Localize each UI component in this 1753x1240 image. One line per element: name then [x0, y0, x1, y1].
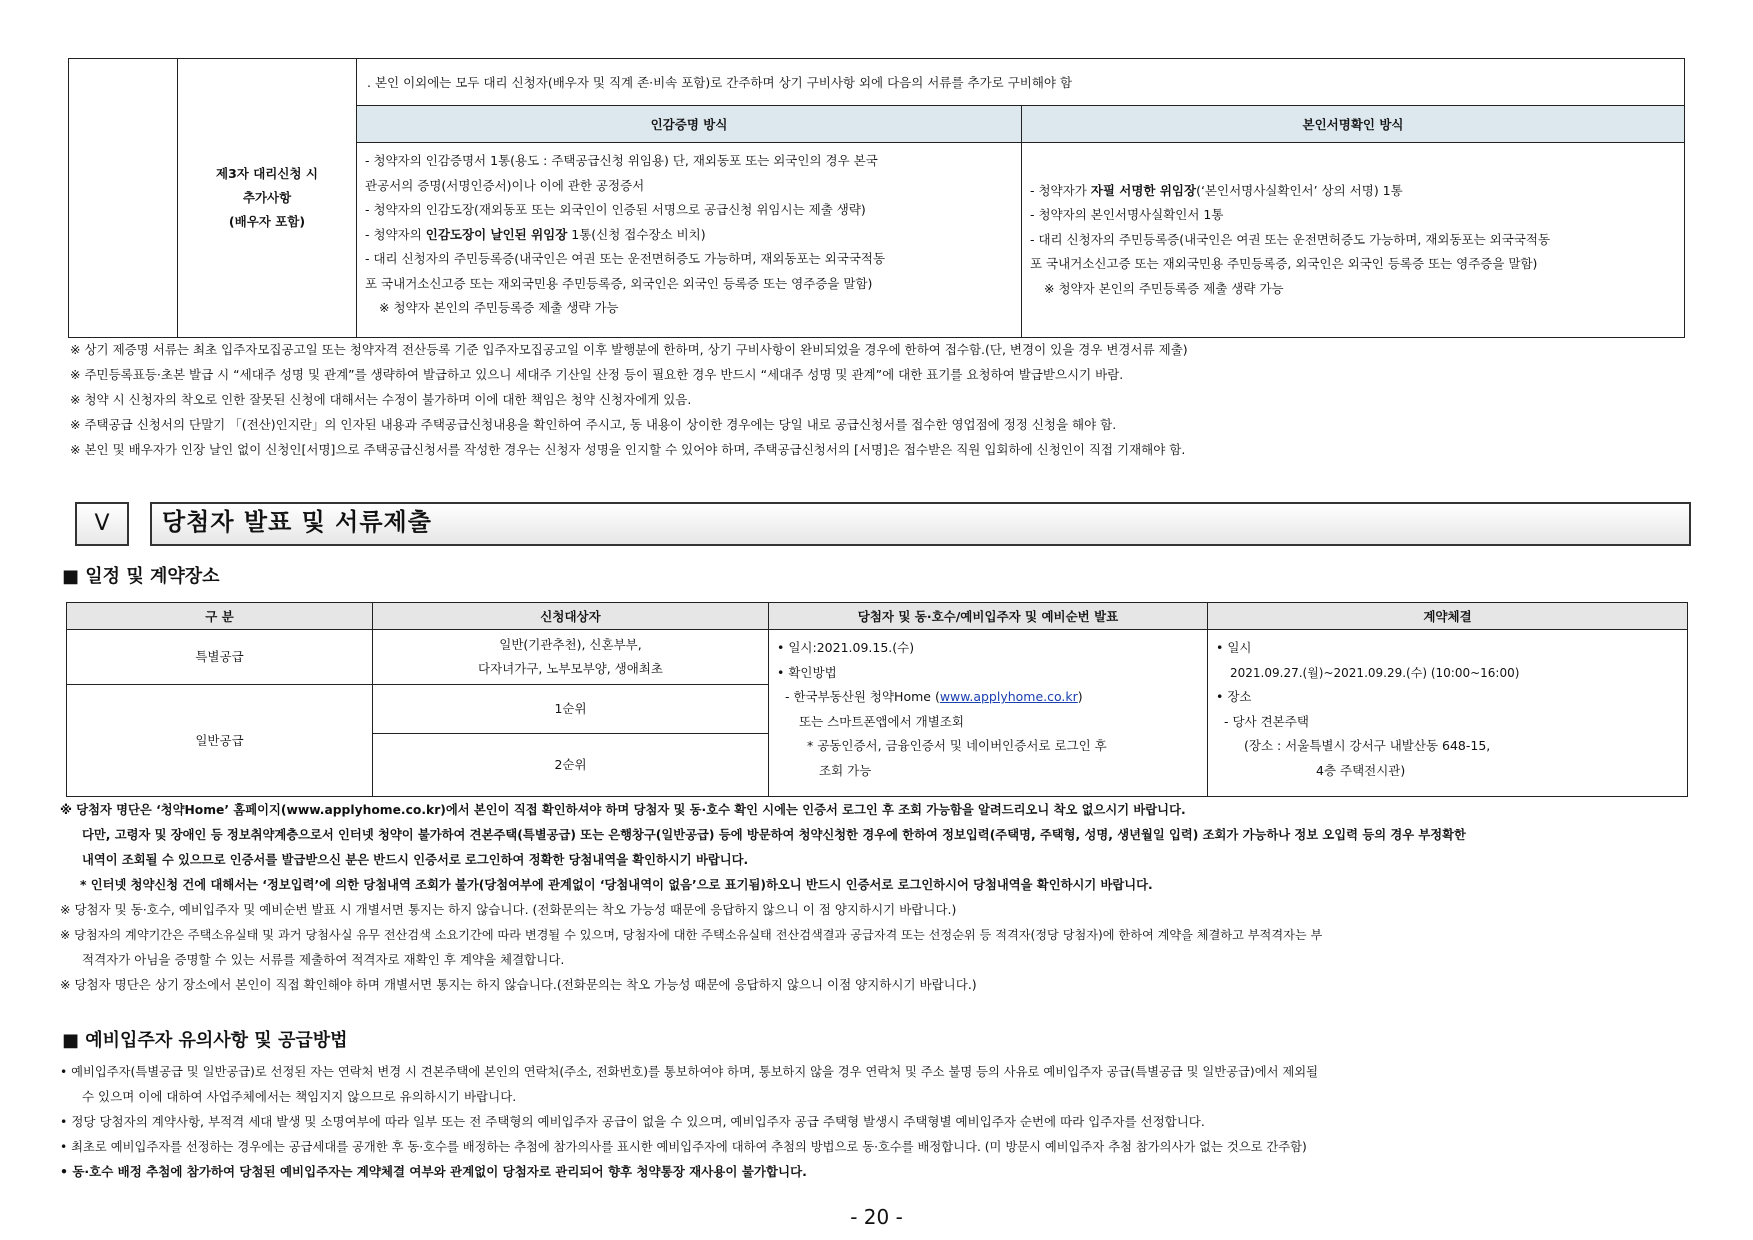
intro-text: . 본인 이외에는 모두 대리 신청자(배우자 및 직계 존·비속 포함)로 간주하며 상기 구비사항 외에 다음의 서류를 추가로 구비해야 함: [357, 59, 1685, 106]
note-line: ※ 당첨자의 계약기간은 주택소유실태 및 과거 당첨사실 유무 전산검색 소요기간에 따라 변경될 수 있으며, 당첨자에 대한 주택소유실태 전산검색결과 공급자격 또는 선정순위 등 적격자(정당 당첨자)에 한하여 계약을 체결하고 부적격자는 부: [60, 928, 1323, 942]
rank2-cell: 2순위: [373, 734, 769, 797]
col-header: 계약체결: [1208, 603, 1688, 630]
general-supply-cell: 일반공급: [67, 685, 373, 797]
special-target-cell: 일반(기관추천), 신혼부부, 다자녀가구, 노부모부양, 생애최초: [373, 630, 769, 685]
seal-method-cell: - 청약자의 인감증명서 1통(용도 : 주택공급신청 위임용) 단, 재외동포 또는 외국인의 경우 본국 관공서의 증명(서명인증서)이나 이에 관한 공정증서 - 청약자의 인감도장(재외동포 또는 외국인이 인증된 서명으로 공급신청 위임시는 제출 생략) - 청약자의 인감도장이 날인된 위임장 1통(신청 접수장소 비치) - 대리 신청자의 주민등록증(내국인은 여권 또는 운전면허증도 가능하며, 재외동포는 외국국적동 포 국내거소신고증 또는 재외국민용 주민등록증, 외국인은 외국인 등록증 또는 영주증을 말함) ※ 청약자 본인의 주민등록증 제출 생략 가능: [357, 143, 1022, 338]
note-line: ※ 당첨자 명단은 상기 장소에서 본인이 직접 확인해야 하며 개별서면 통지는 하지 않습니다.(전화문의는 착오 가능성 때문에 응답하지 않으니 이점 양지하시기 바랍니다.): [60, 977, 977, 992]
note-line: * 인터넷 청약신청 건에 대해서는 ‘정보입력’에 의한 당첨내역 조회가 불가(당첨여부에 관계없이 ‘당첨내역이 없음’으로 표기됨)하오니 반드시 인증서로 로그인하시어 당첨내역을 확인하시기 바랍니다.: [80, 878, 1153, 892]
note-line: ※ 주택공급 신청서의 단말기 「(전산)인지란」의 인자된 내용과 주택공급신청내용을 확인하여 주시고, 동 내용이 상이한 경우에는 당일 내로 공급신청서를 접수한 영업점에 정정 신청을 해야 함.: [70, 417, 1117, 432]
note-line: • 최초로 예비입주자를 선정하는 경우에는 공급세대를 공개한 후 동·호수를 배정하는 추첨에 참가의사를 표시한 예비입주자에 대하여 추첨의 방법으로 동·호수를 배정합니다. (미 방문시 예비입주자 추첨 참가의사가 없는 것으로 간주함): [60, 1140, 1307, 1154]
note-line: 수 있으며 이에 대하여 사업주체에서는 책임지지 않으므로 유의하시기 바랍니다.: [82, 1089, 517, 1104]
col-header: 신청대상자: [373, 603, 769, 630]
note-line: ※ 본인 및 배우자가 인장 날인 없이 신청인[서명]으로 주택공급신청서를 작성한 경우는 신청자 성명을 인지할 수 있어야 하며, 주택공급신청서의 [서명]은 접수받은 직원 입회하에 신청인이 직접 기재해야 함.: [70, 442, 1186, 457]
note-line: 다만, 고령자 및 장애인 등 정보취약계층으로서 인터넷 청약이 불가하여 견본주택(특별공급) 또는 은행창구(일반공급) 등에 방문하여 청약신청한 경우에 한하여 정보입력(주택명, 주택형, 성명, 생년월일 입력) 조회가 가능하나 정보 오입력 등의 경우 부정확한: [82, 828, 1466, 842]
section-title: 당첨자 발표 및 서류제출: [162, 508, 432, 536]
section-number: V: [75, 502, 129, 546]
rank1-cell: 1순위: [373, 685, 769, 734]
blank-cell: [69, 59, 178, 338]
col-header: 구 분: [67, 603, 373, 630]
col-header: 당첨자 및 동·호수/예비입주자 및 예비순번 발표: [769, 603, 1208, 630]
note-line: ※ 당첨자 명단은 ‘청약Home’ 홈페이지(www.applyhome.co.kr)에서 본인이 직접 확인하셔야 하며 당첨자 및 동·호수 확인 시에는 인증서 로그인 후 조회 가능함을 알려드리오니 착오 없으시기 바랍니다.: [60, 803, 1186, 817]
schedule-table: [66, 602, 1688, 797]
note-line: 적격자가 아님을 증명할 수 있는 서류를 제출하여 적격자로 재확인 후 계약을 체결합니다.: [82, 952, 565, 967]
seal-method-header: 인감증명 방식: [357, 106, 1022, 143]
note-line: ※ 주민등록표등·초본 발급 시 “세대주 성명 및 관계”를 생략하여 발급하고 있으니 세대주 기산일 산정 등이 필요한 경우 반드시 “세대주 성명 및 관계”에 대한 표기를 요청하여 발급받으시기 바람.: [70, 367, 1124, 382]
special-supply-cell: 특별공급: [67, 630, 373, 685]
row-label: 제3자 대리신청 시 추가사항 (배우자 포함): [178, 59, 357, 338]
note-line: ※ 청약 시 신청자의 착오로 인한 잘못된 신청에 대해서는 수정이 불가하며 이에 대한 책임은 청약 신청자에게 있음.: [70, 392, 692, 407]
note-line: • 정당 당첨자의 계약사항, 부적격 세대 발생 및 소명여부에 따라 일부 또는 전 주택형의 예비입주자 공급이 없을 수 있으며, 예비입주자 공급 주택형 발생시 주택형별 예비입주자 순번에 따라 입주자를 선정합니다.: [60, 1114, 1205, 1129]
note-line: • 동·호수 배정 추첨에 참가하여 당첨된 예비입주자는 계약체결 여부와 관계없이 당첨자로 관리되어 향후 청약통장 재사용이 불가합니다.: [60, 1164, 807, 1179]
signature-method-cell: - 청약자가 자필 서명한 위임장(‘본인서명사실확인서’ 상의 서명) 1통 - 청약자의 본인서명사실확인서 1통 - 대리 신청자의 주민등록증(내국인은 여권 또는 운전면허증도 가능하며, 재외동포는 외국국적동 포 국내거소신고증 또는 재외국민용 주민등록증, 외국인은 외국인 등록증 또는 영주증을 말함) ※ 청약자 본인의 주민등록증 제출 생략 가능: [1022, 143, 1685, 338]
proxy-application-table: [68, 58, 1685, 338]
subheading-schedule: ■ 일정 및 계약장소: [62, 566, 220, 587]
page-number: - 20 -: [850, 1205, 903, 1229]
signature-method-header: 본인서명확인 방식: [1022, 106, 1685, 143]
note-line: ※ 당첨자 및 동·호수, 예비입주자 및 예비순번 발표 시 개별서면 통지는 하지 않습니다. (전화문의는 착오 가능성 때문에 응답하지 않으니 이 점 양지하시기 바랍니다.): [60, 902, 957, 917]
subheading-reserve: ■ 예비입주자 유의사항 및 공급방법: [62, 1030, 348, 1051]
note-line: ※ 상기 제증명 서류는 최초 입주자모집공고일 또는 청약자격 전산등록 기준 입주자모집공고일 이후 발행분에 한하며, 상기 구비사항이 완비되었을 경우에 한하여 접수함.(단, 변경이 있을 경우 변경서류 제출): [70, 342, 1188, 357]
note-line: 내역이 조회될 수 있으므로 인증서를 발급받으신 분은 반드시 인증서로 로그인하여 정확한 당첨내역을 확인하시기 바랍니다.: [82, 853, 749, 867]
announcement-cell: • 일시:2021.09.15.(수) • 확인방법 - 한국부동산원 청약Home (www.applyhome.co.kr) 또는 스마트폰앱에서 개별조회 * 공동인증서, 금융인증서 및 네이버인증서로 로그인 후 조회 가능: [769, 630, 1208, 797]
applyhome-link[interactable]: www.applyhome.co.kr: [939, 689, 1078, 704]
contract-cell: • 일시 2021.09.27.(월)~2021.09.29.(수) (10:00~16:00) • 장소 - 당사 견본주택 (장소 : 서울특별시 강서구 내발산동 648-15, 4층 주택전시관): [1208, 630, 1688, 797]
note-line: • 예비입주자(특별공급 및 일반공급)로 선정된 자는 연락처 변경 시 견본주택에 본인의 연락처(주소, 전화번호)를 통보하여야 하며, 통보하지 않을 경우 연락처 및 주소 불명 등의 사유로 예비입주자 공급(특별공급 및 일반공급)에서 제외될: [60, 1065, 1319, 1079]
